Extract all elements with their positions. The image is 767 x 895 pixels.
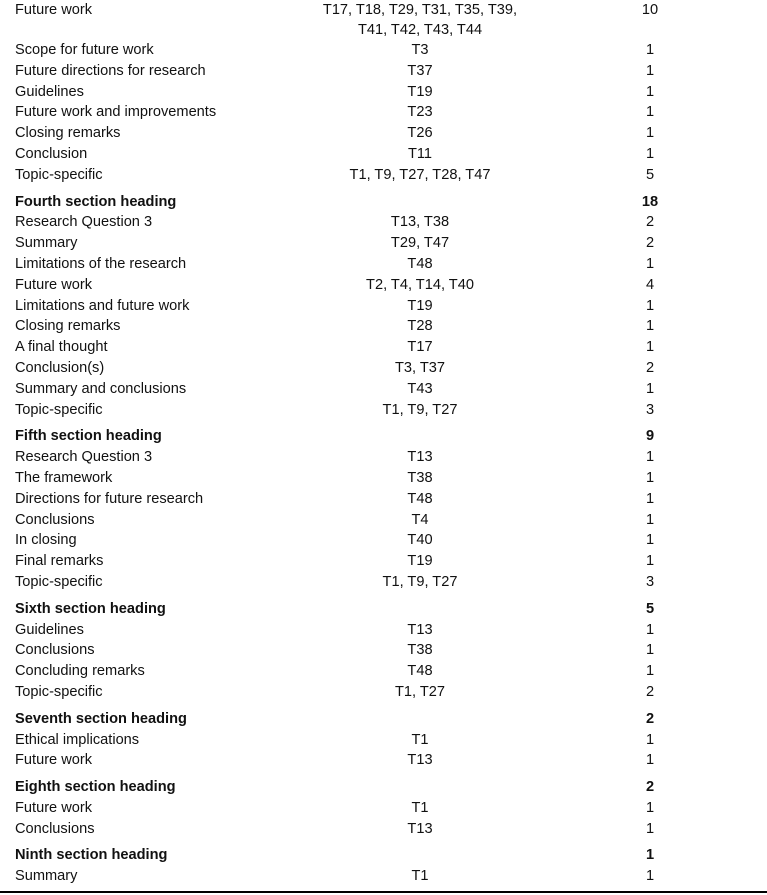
heading-label: Conclusions [15,642,95,659]
heading-label: Ethical implications [15,731,140,748]
count-value: 10 [641,2,659,18]
thesis-list: T1 [411,799,429,816]
heading-label: Research Question 3 [15,449,153,466]
count-value: 4 [645,276,655,293]
thesis-list: T4 [411,511,429,528]
thesis-list: T48 [407,663,433,680]
thesis-list: T28 [407,318,433,335]
section-heading-row [0,777,767,798]
section-heading-row [0,845,767,866]
heading-label: The framework [15,469,113,486]
thesis-list: T23 [407,104,433,121]
section-heading-row [0,709,767,730]
count-value: 1 [645,731,655,748]
heading-label: Conclusions [15,820,95,837]
table-row [0,254,767,275]
table-row [0,530,767,551]
heading-label: Topic-specific [15,573,103,590]
heading-label: Research Question 3 [15,214,153,231]
table-row [0,620,767,641]
count-value: 1 [645,799,655,816]
count-value: 1 [645,125,655,142]
section-heading-label: Fifth section heading [15,428,162,445]
heading-label: Guidelines [15,83,84,100]
table-row [0,358,767,379]
table-row [0,551,767,572]
heading-label: Limitations and future work [15,297,190,314]
table-row [0,866,767,887]
heading-label: Future work [15,2,93,18]
heading-label: A final thought [15,339,108,356]
heading-label: Future work [15,799,93,816]
count-value: 1 [645,663,655,680]
heading-label: Closing remarks [15,125,121,142]
section-heading-label: Eighth section heading [15,779,176,796]
table-row [0,144,767,165]
thesis-list: T13 [407,752,433,769]
heading-label: Guidelines [15,621,84,638]
count-value: 1 [645,868,655,885]
count-value: 1 [645,145,655,162]
table-row [0,275,767,296]
count-value: 2 [645,359,655,376]
thesis-list: T38 [407,642,433,659]
count-value: 2 [645,214,655,231]
heading-label: Future work and improvements [15,104,217,121]
section-heading-row [0,599,767,620]
count-value: 3 [645,401,655,418]
thesis-list: T19 [407,83,433,100]
count-value: 1 [645,449,655,466]
count-value: 5 [645,600,655,617]
heading-label: Topic-specific [15,401,103,418]
thesis-list: T13, T38 [390,214,450,231]
thesis-list: T1 [411,868,429,885]
thesis-list [150,1,690,40]
thesis-list: T1, T27 [394,683,446,700]
count-value: 2 [645,710,655,727]
count-value: 1 [645,297,655,314]
table-row [0,572,767,593]
table-row [0,819,767,840]
table-row [0,296,767,317]
heading-label: Limitations of the research [15,255,187,272]
table-row [0,61,767,82]
count-value: 1 [645,318,655,335]
heading-label: Concluding remarks [15,663,145,680]
table-bottom-rule [0,891,767,893]
section-heading-label: Sixth section heading [15,600,166,617]
heading-label: Future work [15,276,93,293]
thesis-list: T38 [407,469,433,486]
count-value: 1 [645,339,655,356]
heading-label: Summary and conclusions [15,380,187,397]
heading-label: Summary [15,235,78,252]
table-row [0,123,767,144]
count-value: 1 [645,83,655,100]
count-value: 18 [641,193,659,210]
count-value: 1 [645,847,655,864]
count-value: 1 [645,104,655,121]
heading-label: Conclusion(s) [15,359,105,376]
table-row [0,337,767,358]
thesis-list: T19 [407,297,433,314]
heading-label: Final remarks [15,553,104,570]
table-row [0,40,767,61]
thesis-list: T40 [407,532,433,549]
count-value: 1 [645,255,655,272]
heading-label: Conclusions [15,511,95,528]
count-value: 1 [645,752,655,769]
count-value: 2 [645,235,655,252]
thesis-list: T13 [407,820,433,837]
count-value: 1 [645,553,655,570]
table-row [0,730,767,751]
section-heading-label: Ninth section heading [15,847,168,864]
count-value: 3 [645,573,655,590]
table-row [0,447,767,468]
thesis-list: T1, T9, T27 [382,573,458,590]
thesis-list: T3 [411,42,429,58]
count-value: 1 [645,820,655,837]
table-row [0,165,767,186]
count-value: 1 [645,621,655,638]
count-value: 1 [645,511,655,528]
count-value: 1 [645,490,655,507]
table-row [0,640,767,661]
thesis-list: T19 [407,553,433,570]
thesis-list: T26 [407,125,433,142]
count-value: 1 [645,532,655,549]
count-value: 1 [645,642,655,659]
table-row [0,682,767,703]
count-value: 1 [645,62,655,79]
thesis-list: T29, T47 [390,235,450,252]
thesis-list: T11 [407,145,433,162]
heading-label: Closing remarks [15,318,121,335]
count-value: 2 [645,779,655,796]
thesis-list-line: T17, T18, T29, T31, T35, T39, [322,2,518,18]
table-row [0,316,767,337]
thesis-list: T43 [407,380,433,397]
thesis-list: T1, T9, T27, T28, T47 [349,166,491,183]
table-row [0,400,767,421]
count-value: 9 [645,428,655,445]
thesis-list-line: T41, T42, T43, T44 [357,21,483,38]
table-row [0,233,767,254]
heading-label: Conclusion [15,145,88,162]
section-heading-label: Fourth section heading [15,193,177,210]
count-value: 1 [645,380,655,397]
heading-label: Topic-specific [15,166,103,183]
table-row [0,0,767,40]
thesis-list: T1 [411,731,429,748]
thesis-list: T37 [407,62,433,79]
table-row [0,212,767,233]
heading-label: Directions for future research [15,490,204,507]
count-value: 1 [645,42,655,58]
table-row [0,798,767,819]
section-heading-label: Seventh section heading [15,710,187,727]
thesis-list: T1, T9, T27 [382,401,458,418]
thesis-list: T2, T4, T14, T40 [366,276,474,293]
heading-label: In closing [15,532,77,549]
table-row [0,82,767,103]
thesis-list: T17 [407,339,433,356]
count-value: 5 [645,166,655,183]
thesis-list: T13 [407,449,433,466]
table-row [0,489,767,510]
heading-label: Scope for future work [15,42,154,58]
table-row [0,102,767,123]
table-row [0,468,767,489]
count-value: 1 [645,469,655,486]
section-heading-row [0,426,767,447]
thesis-list: T48 [407,490,433,507]
thesis-list: T13 [407,621,433,638]
table-row [0,661,767,682]
heading-label: Summary [15,868,78,885]
table-row [0,379,767,400]
heading-label: Future work [15,752,93,769]
thesis-list: T48 [407,255,433,272]
table-row [0,750,767,771]
section-heading-row [0,192,767,213]
thesis-list: T3, T37 [394,359,446,376]
heading-label: Future directions for research [15,62,206,79]
count-value: 2 [645,683,655,700]
heading-label: Topic-specific [15,683,103,700]
table-row [0,510,767,531]
